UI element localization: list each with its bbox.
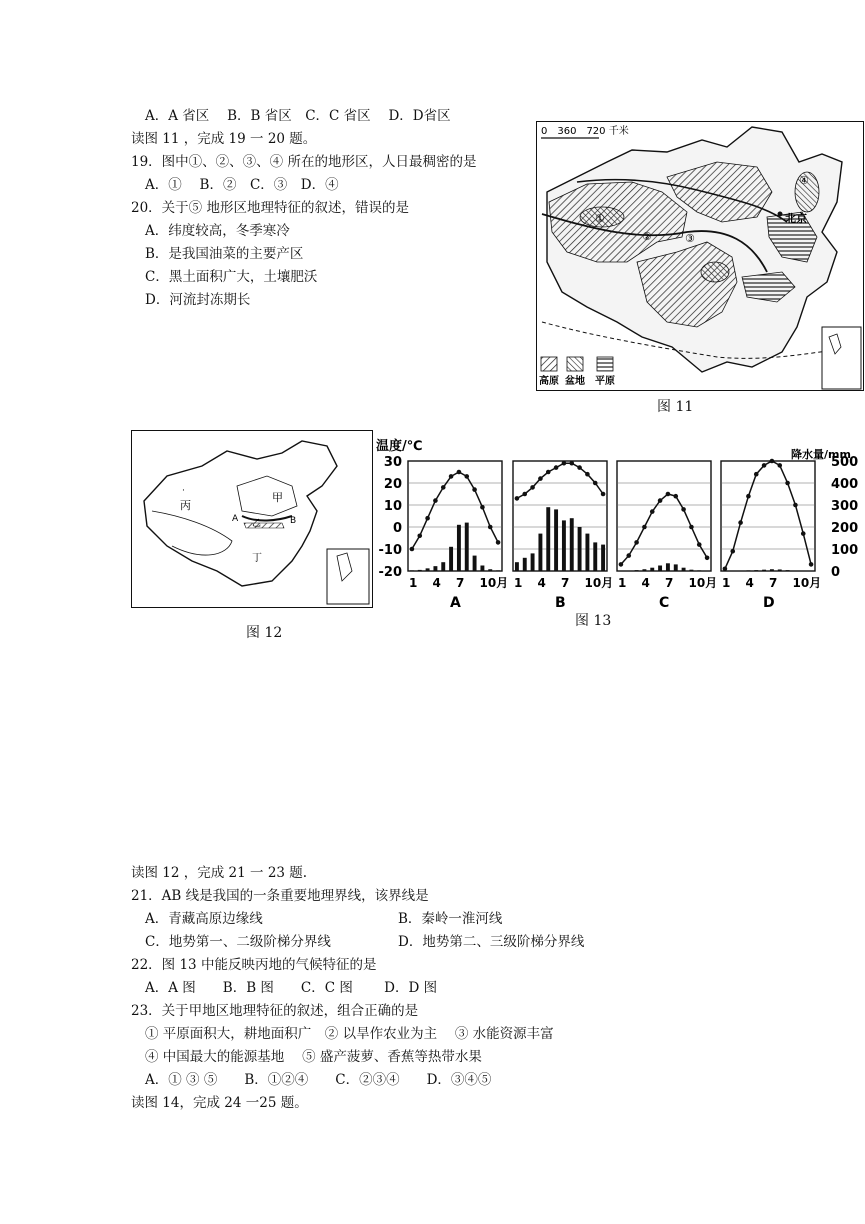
month-tick-label: 1 xyxy=(722,576,731,590)
intro-19-20: 读图 11 ，完成 19 一 20 题。 xyxy=(131,131,317,147)
precip-bar xyxy=(562,520,566,571)
intro-21-23: 读图 12 ，完成 21 一 23 题. xyxy=(131,865,308,881)
precip-bar xyxy=(473,556,477,571)
temperature-point xyxy=(593,481,598,486)
label-b: B xyxy=(290,516,297,526)
precip-bar xyxy=(488,569,492,571)
temperature-point xyxy=(425,516,430,521)
q23-options: A．① ③ ⑤ B．①②④ C．②③④ D．③④⑤ xyxy=(145,1072,492,1088)
temperature-point xyxy=(650,509,655,514)
temperature-point xyxy=(697,542,702,547)
temperature-point xyxy=(777,463,782,468)
q21-stem: 21．AB 线是我国的一条重要地理界线，该界线是 xyxy=(131,888,429,904)
precip-tick-label: 500 xyxy=(831,455,859,470)
temperature-point xyxy=(723,567,728,572)
intro-24-25: 读图 14，完成 24 一25 题。 xyxy=(131,1095,308,1111)
beijing-dot xyxy=(778,212,783,217)
legend-plateau-label: 高原 xyxy=(539,376,559,387)
temperature-point xyxy=(626,553,631,558)
legend-basin-label: 盆地 xyxy=(565,376,585,387)
temperature-point xyxy=(658,498,663,503)
label-ding: 丁 xyxy=(252,553,262,564)
label-bing: 丙 xyxy=(180,499,191,512)
precip-bar xyxy=(754,570,758,571)
temperature-point xyxy=(754,472,759,477)
month-tick-label: 7 xyxy=(665,576,674,590)
temperature-point xyxy=(634,540,639,545)
precip-bar xyxy=(762,570,766,571)
temperature-point xyxy=(472,487,477,492)
month-tick-label: 7 xyxy=(561,576,570,590)
precip-tick-label: 100 xyxy=(831,543,859,558)
q23-line-2: ④ 中国最大的能源基地 ⑤ 盛产菠萝、香蕉等热带水果 xyxy=(145,1049,482,1065)
temp-tick-label: 10 xyxy=(383,499,402,514)
month-tick-label: 4 xyxy=(641,576,650,590)
temp-tick-label: 30 xyxy=(383,455,402,470)
precip-bar xyxy=(666,563,670,571)
temperature-point xyxy=(785,481,790,486)
precip-axis-title: 降水量/mm xyxy=(791,448,851,461)
precip-bar xyxy=(635,570,639,571)
mark-1: ① xyxy=(595,212,605,225)
q19-options: A．① B．② C．③ D．④ xyxy=(145,177,339,193)
temperature-point xyxy=(809,562,814,567)
south-sea-inset xyxy=(822,327,861,389)
month-tick-label: 4 xyxy=(537,576,546,590)
label-a: A xyxy=(232,514,239,524)
precip-bar xyxy=(689,570,693,571)
month-tick-label: 4 xyxy=(432,576,441,590)
precip-bar xyxy=(449,547,453,571)
month-tick-label: 10月 xyxy=(584,576,614,590)
month-tick-label: 7 xyxy=(456,576,465,590)
legend-plain-label: 平原 xyxy=(595,376,615,387)
temp-tick-label: -10 xyxy=(378,543,402,558)
precip-bar xyxy=(650,568,654,571)
temperature-point xyxy=(457,470,462,475)
month-tick-label: 1 xyxy=(618,576,627,590)
month-tick-label: 10月 xyxy=(792,576,822,590)
legend-plateau-swatch xyxy=(541,357,557,371)
q20-option-a: A．纬度较高，冬季寒冷 xyxy=(145,223,290,239)
q21-option-a: A．青藏高原边缘线 xyxy=(145,911,263,927)
climate-panel-frame xyxy=(408,461,502,571)
temperature-point xyxy=(705,556,710,561)
label-jia: 甲 xyxy=(272,491,283,504)
precip-bar xyxy=(585,534,589,571)
precip-bar xyxy=(786,570,790,571)
temperature-point xyxy=(569,461,574,466)
temperature-point xyxy=(730,549,735,554)
legend-basin-swatch xyxy=(567,357,583,371)
figure-11-map xyxy=(536,121,864,391)
temperature-point xyxy=(746,494,751,499)
beijing-label: 北京 xyxy=(785,212,807,225)
temperature-point xyxy=(666,492,671,497)
panel-label: C xyxy=(659,595,670,611)
temperature-point xyxy=(577,465,582,470)
precip-bar xyxy=(410,570,414,571)
precip-tick-label: 0 xyxy=(831,565,841,580)
map-dot-label: · xyxy=(182,486,185,496)
precip-bar xyxy=(578,527,582,571)
q20-option-b: B．是我国油菜的主要产区 xyxy=(145,246,304,262)
temperature-point xyxy=(554,465,559,470)
month-tick-label: 4 xyxy=(745,576,754,590)
precip-bar xyxy=(515,562,519,571)
precip-bar xyxy=(770,569,774,571)
figure-11-caption: 图 11 xyxy=(657,399,694,415)
precip-bar xyxy=(593,542,597,571)
temperature-point xyxy=(762,463,767,468)
figure-11-svg xyxy=(537,122,863,390)
panel-label: B xyxy=(555,595,566,611)
temperature-point xyxy=(522,492,527,497)
temp-tick-label: 20 xyxy=(383,477,402,492)
q22-stem: 22．图 13 中能反映丙地的气候特征的是 xyxy=(131,957,377,973)
month-tick-label: 10月 xyxy=(688,576,718,590)
precip-bar xyxy=(523,558,527,571)
scale-text: 0 360 720 千米 xyxy=(541,126,629,137)
precip-bar xyxy=(746,570,750,571)
precip-bar xyxy=(554,509,558,571)
figure-13-caption: 图 13 xyxy=(575,613,612,629)
month-tick-label: 7 xyxy=(769,576,778,590)
precip-bar xyxy=(658,566,662,572)
climate-panel-frame xyxy=(617,461,711,571)
precip-bar xyxy=(531,553,535,571)
q21-option-d: D．地势第二、三级阶梯分界线 xyxy=(398,934,585,950)
legend-plain-swatch xyxy=(597,357,613,371)
precip-tick-label: 200 xyxy=(831,521,859,536)
q23-stem: 23．关于甲地区地理特征的叙述，组合正确的是 xyxy=(131,1003,419,1019)
precip-bar xyxy=(465,523,469,571)
temperature-point xyxy=(538,476,543,481)
temperature-point xyxy=(793,503,798,508)
temperature-point xyxy=(642,525,647,530)
precip-bar xyxy=(778,569,782,571)
panel-label: A xyxy=(450,595,461,611)
precip-bar xyxy=(570,518,574,571)
temperature-point xyxy=(496,540,501,545)
temp-tick-label: 0 xyxy=(392,521,402,536)
temp-tick-label: -20 xyxy=(378,565,402,580)
precip-tick-label: 400 xyxy=(831,477,859,492)
precip-bar xyxy=(433,566,437,571)
q23-line-1: ① 平原面积大，耕地面积广 ② 以旱作农业为主 ③ 水能资源丰富 xyxy=(145,1026,554,1042)
precip-bar xyxy=(418,570,422,571)
temperature-point xyxy=(433,498,438,503)
figure-13-svg xyxy=(376,436,864,614)
temperature-point xyxy=(530,485,535,490)
temperature-point xyxy=(480,505,485,510)
temperature-point xyxy=(619,562,624,567)
temperature-point xyxy=(515,496,520,501)
q20-option-d: D．河流封冻期长 xyxy=(145,292,251,308)
temperature-point xyxy=(738,520,743,525)
figure-12-map xyxy=(131,430,373,608)
temperature-point xyxy=(770,459,775,464)
q21-option-b: B．秦岭一淮河线 xyxy=(398,911,503,927)
precip-bar xyxy=(546,507,550,571)
precip-bar xyxy=(426,568,430,571)
temperature-point xyxy=(449,474,454,479)
temperature-point xyxy=(601,492,606,497)
month-tick-label: 1 xyxy=(409,576,418,590)
precip-bar xyxy=(697,570,701,571)
month-tick-label: 10月 xyxy=(479,576,509,590)
mark-3: ③ xyxy=(685,232,695,245)
temperature-point xyxy=(673,494,678,499)
temperature-point xyxy=(441,485,446,490)
q20-stem: 20．关于⑤ 地形区地理特征的叙述，错误的是 xyxy=(131,200,409,216)
precip-bar xyxy=(642,569,646,571)
q21-option-c: C．地势第一、二级阶梯分界线 xyxy=(145,934,331,950)
temperature-point xyxy=(681,507,686,512)
china-outline-12 xyxy=(144,441,337,586)
q18-options: A．A 省区 B．B 省区 C．C 省区 D．D省区 xyxy=(145,108,451,124)
figure-12-caption: 图 12 xyxy=(246,625,283,641)
precip-bar xyxy=(674,564,678,571)
precip-bar xyxy=(441,562,445,571)
precip-bar xyxy=(538,534,542,571)
mark-4: ④ xyxy=(799,174,809,187)
figure-13-climate-charts xyxy=(376,436,864,614)
precip-bar xyxy=(496,570,500,571)
basin-2 xyxy=(701,262,729,282)
climate-panel-frame xyxy=(513,461,607,571)
precip-bar xyxy=(480,566,484,572)
temperature-point xyxy=(488,525,493,530)
shaded-strip xyxy=(244,523,284,528)
precip-tick-label: 300 xyxy=(831,499,859,514)
q19-stem: 19．图中①、②、③、④ 所在的地形区，人日最稠密的是 xyxy=(131,154,477,170)
q22-options: A．A 图 B．B 图 C．C 图 D．D 图 xyxy=(145,980,438,996)
temperature-point xyxy=(801,531,806,536)
temperature-point xyxy=(410,547,415,552)
precip-bar xyxy=(682,568,686,571)
temperature-axis-title: 温度/℃ xyxy=(376,439,423,454)
temperature-point xyxy=(585,472,590,477)
temperature-point xyxy=(689,525,694,530)
precip-bar xyxy=(457,525,461,571)
panel-label: D xyxy=(763,595,775,611)
month-tick-label: 1 xyxy=(514,576,523,590)
temperature-point xyxy=(562,461,567,466)
figure-12-svg xyxy=(132,431,372,607)
mark-2: ② xyxy=(642,230,652,243)
temperature-point xyxy=(417,534,422,539)
climate-panel-frame xyxy=(721,461,815,571)
temperature-point xyxy=(464,474,469,479)
temperature-point xyxy=(546,470,551,475)
q20-option-c: C．黑土面积广大，土壤肥沃 xyxy=(145,269,318,285)
label-yi: 乙 xyxy=(252,519,262,529)
precip-bar xyxy=(601,545,605,571)
